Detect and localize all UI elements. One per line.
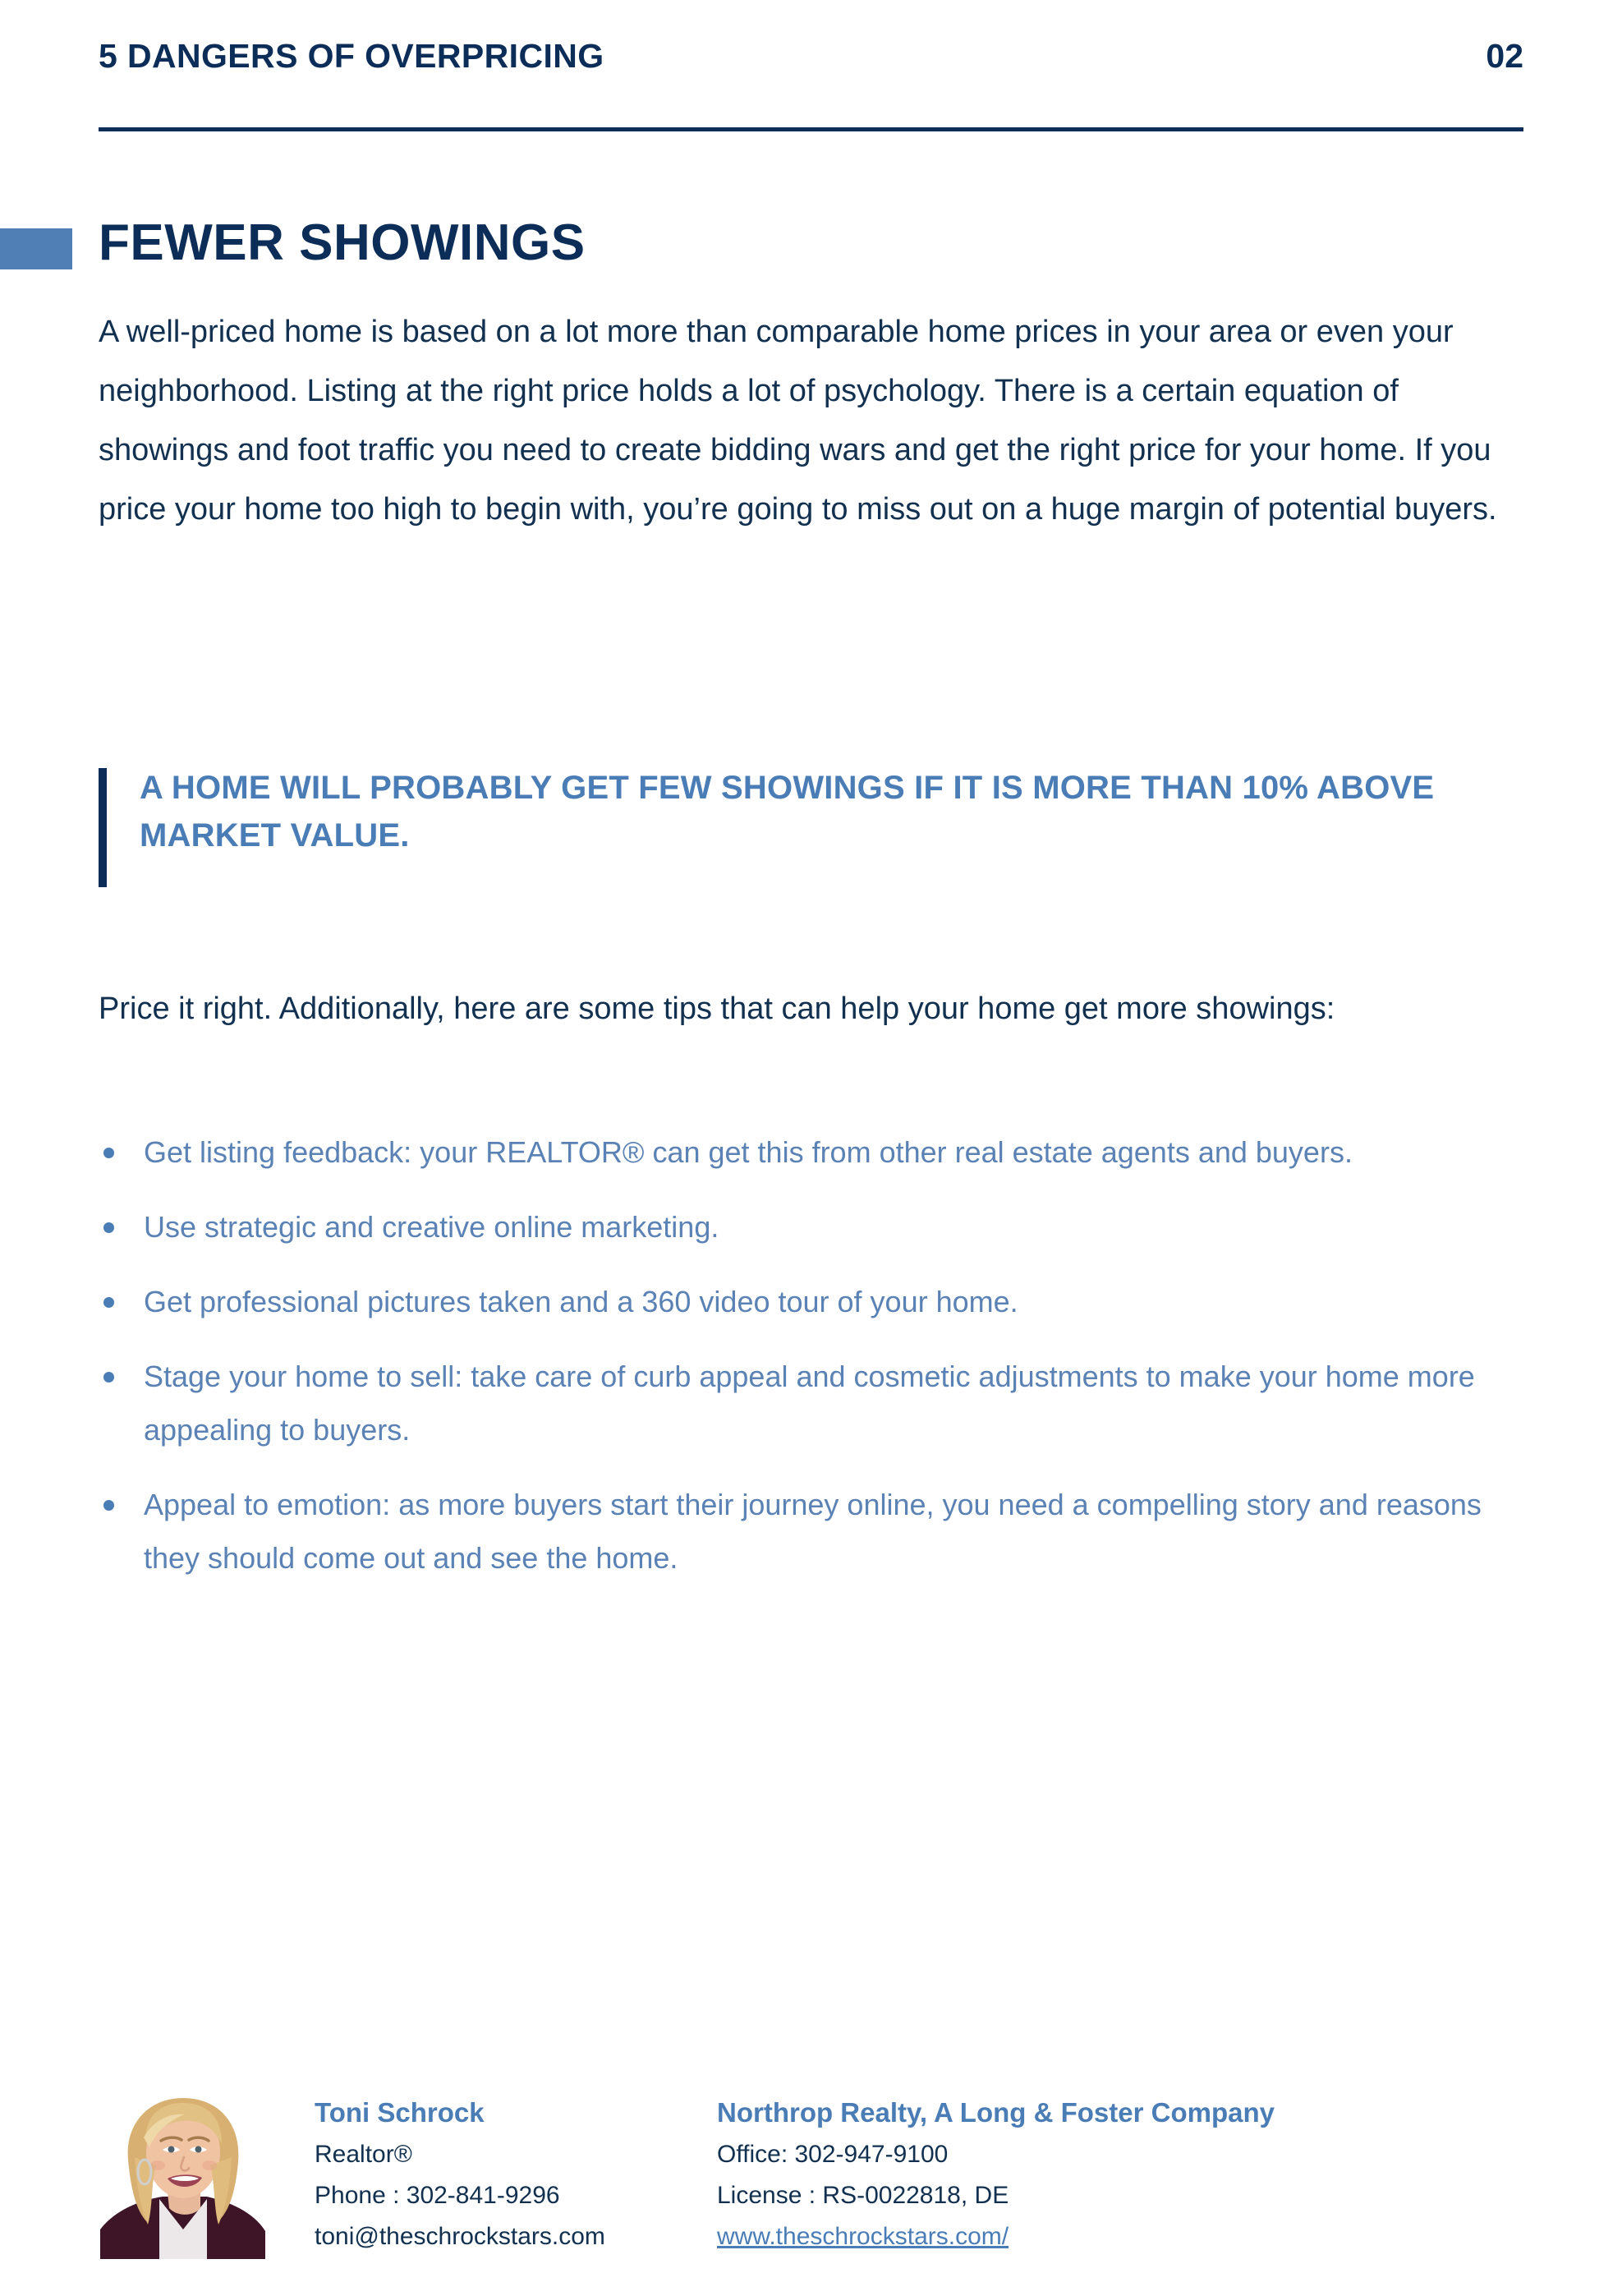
list-item (99, 1200, 1511, 1254)
agent-email[interactable]: toni@theschrockstars.com (315, 2223, 605, 2250)
bullet-dot-icon (103, 1372, 114, 1383)
bullet-dot-icon (103, 1148, 114, 1158)
header-title: 5 DANGERS OF OVERPRICING (99, 37, 604, 75)
list-item (99, 1478, 1511, 1585)
list-item (99, 1350, 1511, 1456)
bullet-dot-icon (103, 1222, 114, 1233)
header-divider-rule (99, 127, 1523, 131)
page-number: 02 (1486, 37, 1523, 75)
pull-quote-block (99, 764, 1495, 859)
list-item-text: Stage your home to sell: take care of curb appeal and cosmetic adjustments to make your home more appealing to buyers. (144, 1360, 1475, 1447)
company-website-link[interactable]: www.theschrockstars.com/ (717, 2223, 1009, 2250)
section-accent-square-icon (0, 228, 72, 269)
intro-paragraph: A well-priced home is based on a lot more than comparable home prices in your area or even your neighborhood. Listing at the right price holds a lot of psychology. There is a certain equation of showings and foot traffic you need to create bidding wars and get the right price for your home. If you price your home too high to begin with, you’re going to miss out on a huge margin of potential buyers. (99, 315, 1497, 527)
list-item (99, 1275, 1511, 1328)
agent-title: Realtor® (315, 2141, 412, 2168)
list-item-text: Use strategic and creative online marketing. (144, 1210, 719, 1244)
agent-contact-block (315, 2085, 717, 2257)
page-footer (99, 2085, 1528, 2259)
company-license: License : RS-0022818, DE (717, 2182, 1009, 2209)
agent-name: Toni Schrock (315, 2097, 485, 2128)
bullet-dot-icon (103, 1297, 114, 1308)
page-header (99, 39, 1523, 97)
agent-headshot-photo (99, 2085, 267, 2259)
company-office-phone: Office: 302-947-9100 (717, 2141, 949, 2168)
list-item-text: Appeal to emotion: as more buyers start their journey online, you need a compelling story and reasons they should come out and see the home. (144, 1488, 1482, 1575)
list-item (99, 1125, 1511, 1179)
company-contact-block (717, 2085, 1528, 2257)
pull-quote-text: A HOME WILL PROBABLY GET FEW SHOWINGS IF IT IS MORE THAN 10% ABOVE MARKET VALUE. (140, 770, 1435, 854)
pull-quote-bar (99, 768, 107, 887)
tips-list (99, 1125, 1511, 1606)
list-item-text: Get professional pictures taken and a 360 video tour of your home. (144, 1285, 1018, 1318)
company-name: Northrop Realty, A Long & Foster Company (717, 2097, 1275, 2128)
list-item-text: Get listing feedback: your REALTOR® can get this from other real estate agents and buyers. (144, 1135, 1353, 1169)
page-title: FEWER SHOWINGS (99, 214, 586, 271)
agent-phone: Phone : 302-841-9296 (315, 2182, 560, 2209)
tips-lead-in-paragraph: Price it right. Additionally, here are some tips that can help your home get more showings: (99, 992, 1335, 1026)
bullet-dot-icon (103, 1500, 114, 1511)
